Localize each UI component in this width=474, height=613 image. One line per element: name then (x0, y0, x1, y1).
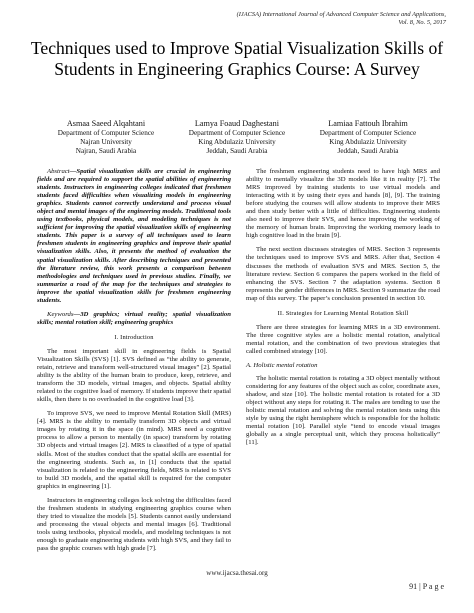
author-block-1 (36, 118, 176, 156)
page-number: 91 | P a g e (409, 582, 444, 591)
author-dept: Department of Computer Science (188, 129, 286, 137)
abstract-text: Spatial visualization skills are crucial in engineering fields and are required to support the spatial abilities of engineering students. Instructors in engineering colleges indicated that freshmen students faced difficulties when visualizing models in engineering graphics. Students cannot correctly understand and process visual object and mental images of the engineering models. Traditional tools using textbooks, physical models, and modeling techniques is not sufficient for improving the spatial visualization skills of engineering students. This paper is a survey of all techniques used to learn freshmen students in engineering graphics and improve their spatial visualization skills. Also, it presents the method of evaluation the spatial visualization skills. After describing techniques and presented the literature review, this work presents a comparison between methodologies and techniques used in previous studies. Finally, we summarize a road of the map for the techniques and strategies to improve the spatial visualization skills for freshmen engineering students. (37, 168, 231, 304)
journal-header-line1: (IJACSA) International Journal of Advanced Computer Science and Applications, (236, 11, 446, 18)
intro-paragraph-1: The most important skill in engineering fields is Spatial Visualization Skills (SVS) [1]. SVS defined as “the ability to generate, retain, retrieve and transform well-structured visual images” [2]. Spatial ability is the ability of the human brain to produce, keep, retrieve, and transform the 3D models, virtual images, and objects. Spatial ability related to the cognitive load of memory. If students improve their spatial skills, then there is no overloaded in the cognitive load [3]. (37, 347, 231, 404)
journal-header (237, 11, 446, 27)
author-block-2 (167, 118, 307, 156)
author-univ: King Abdulaziz University (198, 138, 276, 146)
keywords-text: 3D graphics; virtual reality; spatial visualization skills; mental rotation skill; engineering graphics (37, 310, 231, 326)
left-column (37, 168, 231, 553)
author-name: Asmaa Saeed Alqahtani (66, 119, 146, 128)
intro-paragraph-5: The next section discusses strategies of MRS. Section 3 represents the techniques used to improve SVS and MRS. After that, Section 4 discusses the methods of evaluation SVS and MRS. Section 5, the literature review. Section 6 compares the papers worked in the field of enhancing the SVS. Section 7 the adaptation systems. Section 8 represents the gender differences in MRS. Section 9 summarize the road map of this survey. The paper’s conclusion presented in section 10. (246, 246, 440, 302)
strategies-paragraph-1: There are three strategies for learning MRS in a 3D environment. The three cognitive styles are a holistic mental rotation, analytical mental rotation, and the combination of two previous strategies that called combined strategy [10]. (246, 323, 440, 355)
keywords-label: Keywords (47, 310, 74, 318)
keywords (37, 311, 231, 327)
author-name: Lamya Foaud Daghestani (194, 119, 280, 128)
section-heading-strategies: II. Strategies for Learning Mental Rotation Skill (277, 309, 409, 317)
author-city: Najran, Saudi Arabia (75, 147, 137, 155)
author-univ: King Abdulaziz University (329, 138, 407, 146)
section-heading-introduction: I. Introduction (114, 333, 154, 341)
holistic-paragraph: The holistic mental rotation is rotating a 3D object mentally without considering for any features of the object such as color, coordinate axes, shadow, and size [10]. The holistic mental rotation is rotated for a 3D object without any steps for rotating it. The males are tending to use the holistic mental rotation and solving the mental rotation tests using this style by using the right hemisphere which is responsible for the holistic mental rotation [10]. Parallel style “tend to encode visual images globally as a single perceptual unit, which they process holistically” [11]. (246, 375, 440, 447)
footer-url: www.ijacsa.thesai.org (206, 569, 268, 577)
author-city: Jeddah, Saudi Arabia (337, 147, 399, 155)
abstract (37, 168, 231, 305)
intro-paragraph-3: Instructors in engineering colleges lock solving the difficulties faced the freshmen students in studying engineering graphics course when they tried to visualize the models [5]. Students cannot easily understand and processing the visual objects and mental images [6]. Traditional tools using textbooks, physical models, and modeling techniques is not enough to graduate engineering students with high SVS, and they fail to pass the graphic courses with high grade [7]. (37, 496, 231, 553)
author-block-3 (298, 118, 438, 156)
author-city: Jeddah, Saudi Arabia (206, 147, 268, 155)
author-name: Lamiaa Fattouh Ibrahim (328, 119, 408, 128)
abstract-dash: — (69, 168, 77, 175)
subsection-heading-holistic: A. Holistic mental rotation (246, 361, 318, 369)
abstract-label: Abstract (47, 168, 70, 175)
author-dept: Department of Computer Science (57, 129, 155, 137)
author-dept: Department of Computer Science (319, 129, 417, 137)
author-univ: Najran University (80, 138, 132, 146)
intro-paragraph-2: To improve SVS, we need to improve Mental Rotation Skill (MRS) [4]. MRS is the ability to mentally transform 3D objects and virtual images by rotating it in the space (in mind). MRS need a cognitive process to allow a person to mentally (in space) transform by rotating 3D objects and virtual images [2]. MRS is classified of a type of spatial skills. Most of the studies conduct that the spatial skills are essential for the engineering students. Such as, in [1] conducts that the spatial visualization is related to the engineering fields, MRS is related to SVS to build 3D models, and the spatial skill is required for the computer graphics in engineering [1]. (37, 410, 231, 490)
journal-header-line2: Vol. 8, No. 5, 2017 (398, 19, 446, 26)
right-column (246, 168, 440, 447)
paper-title: Techniques used to Improve Spatial Visualization Skills of Students in Engineering Graphics Course: A Survey (30, 38, 444, 79)
keywords-dash: — (73, 310, 81, 318)
intro-paragraph-4: The freshmen engineering students need to have high MRS and ability to mentally visualize the 3D models like it in reality [7]. The MRS improved by training students to use virtual models and interacting with it by using their eyes and hands [8], [9]. The training before studying the courses will allow students to improve their MRS and then study better with a little of difficulties. Engineering students also need to improve their SVS, and hence improving the working of the memory of human brain. Improving the working memory leads to high cognitive load in the brain [9]. (246, 168, 440, 240)
